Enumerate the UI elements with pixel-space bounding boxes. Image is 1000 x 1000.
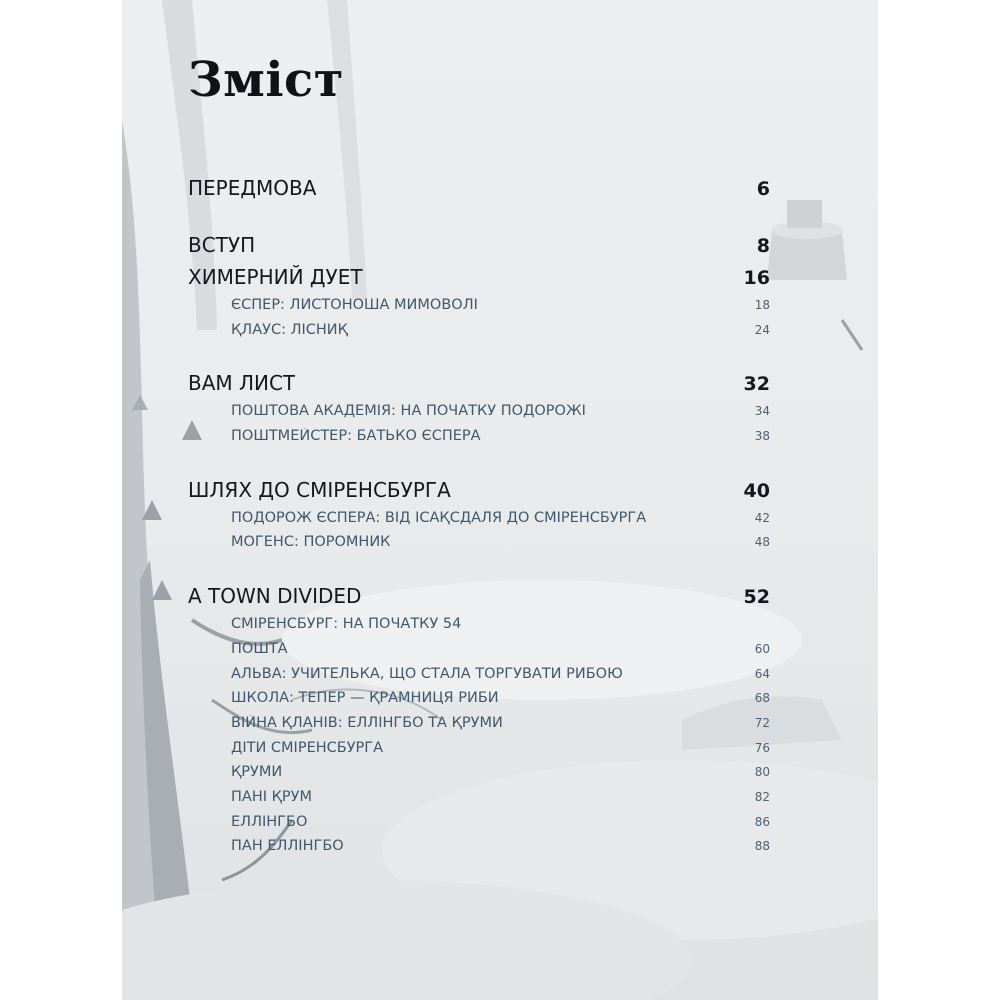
toc-subentry-label: ШКОЛА: ТЕПЕР — ҚРАМНИЦЯ РИБИ [231, 690, 499, 707]
toc-subentry-page: 48 [754, 535, 770, 550]
toc-section [188, 371, 770, 452]
toc-section [188, 176, 770, 208]
toc-subentry-label: АЛЬВА: УЧИТЕЛЬКА, ЩО СТАЛА ТОРГУВАТИ РИБОЮ [231, 665, 623, 682]
page-title: Зміст [188, 52, 345, 108]
toc-section [188, 584, 770, 863]
toc-heading-label: ШЛЯХ ДО СМІРЕНСБУРГА [188, 477, 451, 502]
toc-subentry-label: ПОДОРОЖ ЄСПЕРА: ВІД ІСАҚСДАЛЯ ДО СМІРЕНСБУРГА [231, 509, 647, 526]
toc-heading-page: 32 [743, 373, 770, 396]
toc-subentry[interactable] [188, 510, 770, 535]
toc-subentry[interactable] [188, 715, 770, 740]
toc-subentry[interactable] [188, 814, 770, 839]
toc-heading-label: ХИМЕРНИЙ ДУЕТ [188, 265, 363, 289]
toc-subentry-label: МОГЕНС: ПОРОМНИК [231, 534, 391, 551]
toc-subentry-label: ДІТИ СМІРЕНСБУРГА [231, 739, 384, 756]
toc-subentry-label: ЕЛЛІНГБО [231, 813, 308, 830]
toc-subentry[interactable] [188, 641, 770, 666]
toc-heading[interactable] [188, 265, 770, 297]
toc-subentry[interactable] [188, 838, 770, 863]
toc-subentry-label: ПОШТМЕЙСТЕР: БАТЬКО ЄСПЕРА [231, 428, 481, 445]
toc-heading-label: ПЕРЕДМОВА [188, 176, 317, 200]
toc-heading-page: 6 [756, 178, 770, 200]
toc-subentry-page: 42 [754, 510, 770, 525]
toc-subentry-page: 60 [754, 641, 770, 656]
toc-subentry-page: 34 [754, 404, 770, 419]
toc-subentry-label: ҚРУМИ [231, 764, 283, 781]
toc-subentry[interactable] [188, 403, 770, 428]
toc-subentry-page: 76 [754, 740, 770, 755]
toc-subentry[interactable] [188, 690, 770, 715]
axe-block [787, 200, 822, 228]
toc-subentry[interactable] [188, 534, 770, 559]
stick [842, 320, 862, 350]
toc-subentry-page: 68 [754, 691, 770, 706]
toc-subentry[interactable] [188, 322, 770, 347]
small-tree [142, 500, 162, 520]
toc-subentry[interactable] [188, 297, 770, 322]
toc-subentry[interactable] [188, 764, 770, 789]
toc-subentry-label: ҚЛАУС: ЛІСНИҚ [231, 321, 348, 338]
toc-subentry-page: 18 [754, 298, 770, 312]
toc-subentry-label: ВІЙНА ҚЛАНІВ: ЕЛЛІНГБО ТА ҚРУМИ [231, 714, 503, 731]
toc-subentry-page: 88 [754, 839, 770, 854]
toc-subentry-label: ПОШТОВА АКАДЕМІЯ: НА ПОЧАТКУ ПОДОРОЖІ [231, 403, 586, 420]
toc-subentry-label: ЄСПЕР: ЛИСТОНОША МИМОВОЛІ [231, 297, 478, 313]
book-page [122, 0, 878, 1000]
toc-subentry-page: 72 [754, 715, 770, 730]
toc-subentry-page: 24 [754, 322, 770, 337]
toc-heading-page: 40 [743, 479, 770, 502]
toc-section [188, 233, 770, 265]
toc-section [188, 478, 770, 559]
toc-heading-label: ВАМ ЛИСТ [188, 371, 296, 396]
toc-heading-label: ВСТУП [188, 233, 256, 257]
toc-heading-label: A TOWN DIVIDED [188, 584, 362, 609]
toc-subentry[interactable] [188, 789, 770, 814]
toc-subentry-page: 80 [754, 765, 770, 780]
toc-subentry-page: 64 [754, 666, 770, 681]
toc-subentry-page: 38 [754, 429, 770, 444]
toc-subentry-label: ПАНІ ҚРУМ [231, 788, 312, 805]
small-tree [152, 580, 172, 600]
toc-subentry[interactable] [188, 740, 770, 765]
toc-heading-page: 8 [756, 235, 770, 257]
toc-heading[interactable] [188, 371, 770, 403]
toc-heading[interactable] [188, 176, 770, 208]
toc-subentry-label: СМІРЕНСБУРГ: НА ПОЧАТКУ 54 [231, 616, 462, 633]
toc-heading[interactable] [188, 584, 770, 616]
toc-subentry[interactable] [188, 616, 770, 641]
toc-section [188, 265, 770, 346]
toc-heading-page: 52 [743, 586, 770, 609]
toc-subentry-page: 82 [754, 789, 770, 804]
toc-heading[interactable] [188, 233, 770, 265]
toc-subentry-label: ПАН ЕЛЛІНГБО [231, 838, 344, 855]
toc-heading-page: 16 [743, 267, 770, 289]
toc-subentry-page: 86 [754, 814, 770, 829]
toc-subentry-label: ПОШТА [231, 640, 288, 657]
table-of-contents [188, 176, 770, 888]
toc-heading[interactable] [188, 478, 770, 510]
toc-subentry[interactable] [188, 666, 770, 691]
toc-subentry[interactable] [188, 428, 770, 453]
